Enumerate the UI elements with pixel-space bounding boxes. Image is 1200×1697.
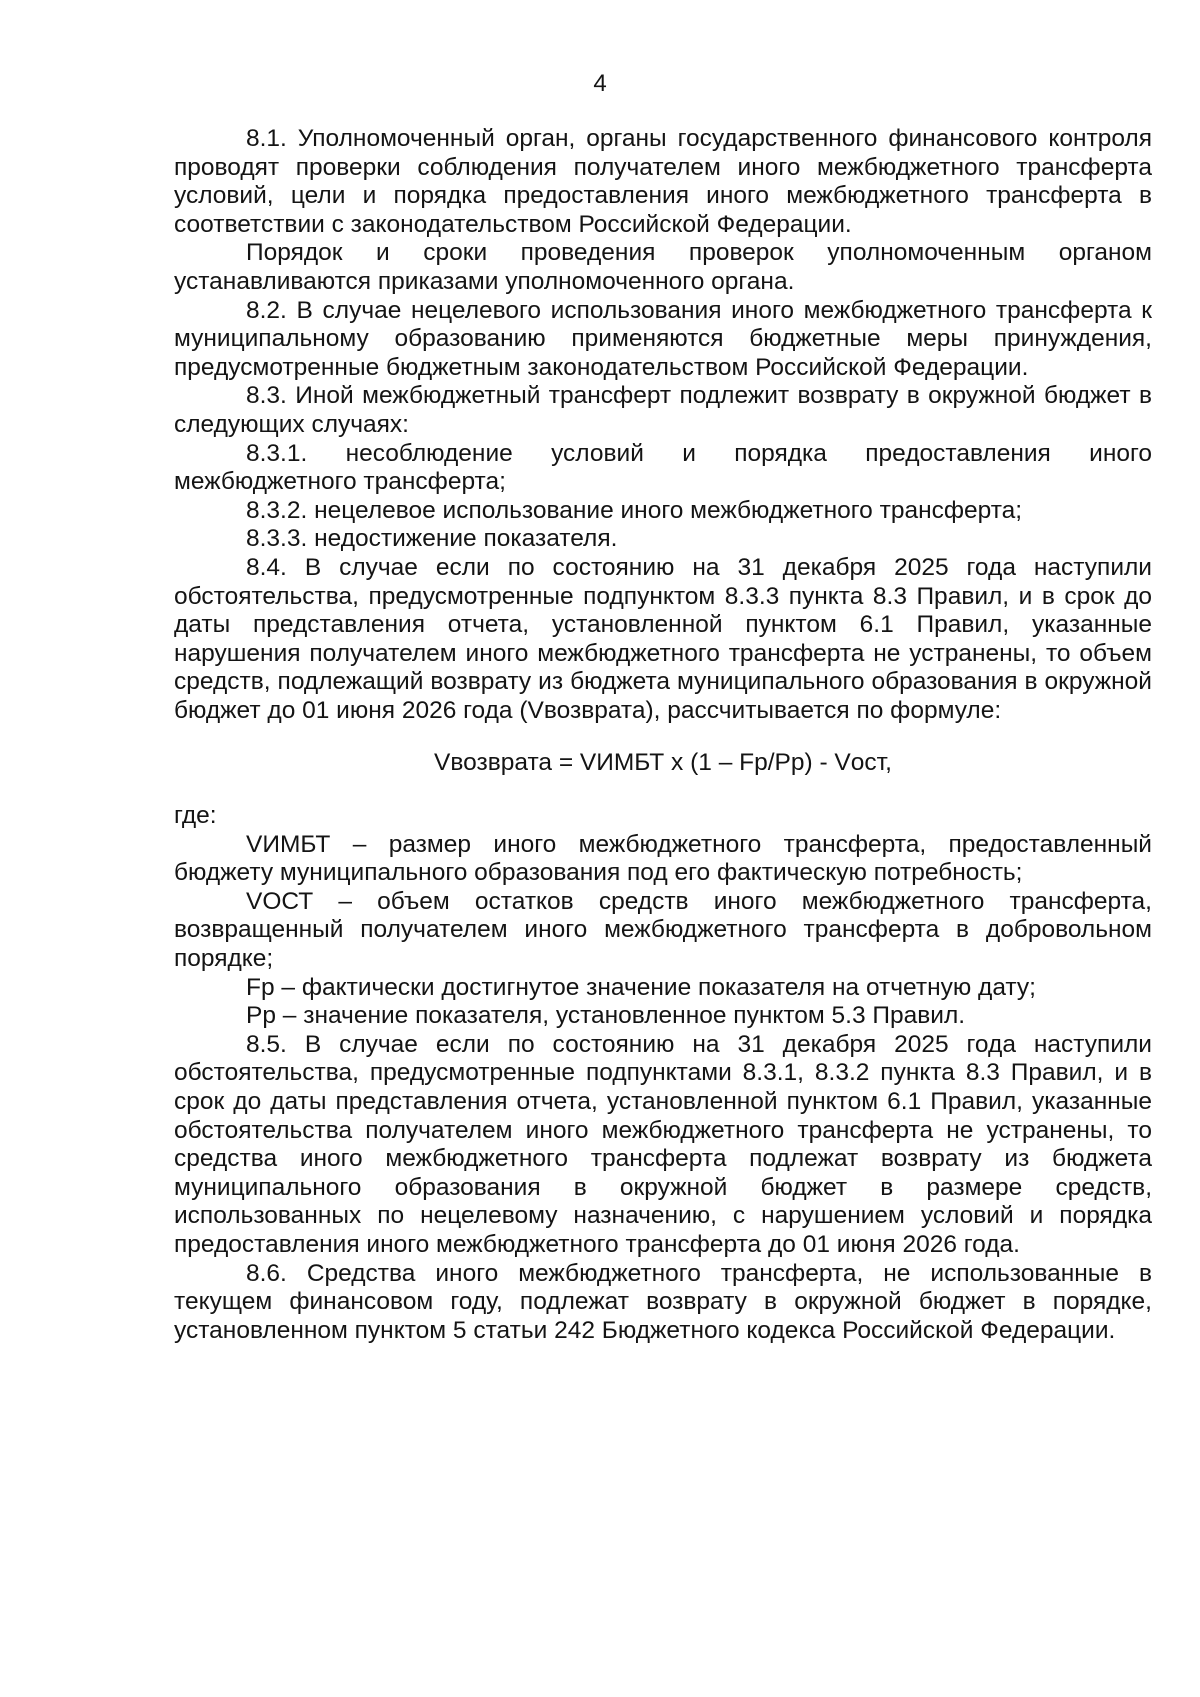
paragraph-8-3-2: 8.3.2. нецелевое использование иного межбюджетного трансферта; bbox=[246, 496, 1023, 524]
paragraph-8-3-1: 8.3.1. несоблюдение условий и порядка предоставления иного межбюджетного трансферта; bbox=[174, 439, 1152, 496]
paragraph-8-1: 8.1. Уполномоченный орган, органы государственного финансового контроля проводят проверки соблюдения получателем иного межбюджетного трансферта условий, цели и порядка предоставления иного межбюджетного трансферта в соответствии с законодательством Российской Федерации. bbox=[174, 125, 1152, 238]
definition-vimbt: VИМБТ – размер иного межбюджетного трансферта, предоставленный бюджету муниципального образования под его фактическую потребность; bbox=[174, 830, 1152, 887]
paragraph-8-2: 8.2. В случае нецелевого использования иного межбюджетного трансферта к муниципальному образованию применяются бюджетные меры принуждения, предусмотренные бюджетным законодательством Российской Федерации. bbox=[174, 296, 1152, 381]
definition-pr: Рр – значение показателя, установленное пунктом 5.3 Правил. bbox=[246, 1002, 966, 1030]
paragraph-8-4: 8.4. В случае если по состоянию на 31 декабря 2025 года наступили обстоятельства, предусмотренные подпунктом 8.3.3 пункта 8.3 Правил, и в срок до даты представления отчета, установленной пунктом 6.1 Правил, указанные нарушения получателем иного межбюджетного трансферта не устранены, то объем средств, подлежащий возврату из бюджета муниципального образования в окружной бюджет до 01 июня 2026 года (Vвозврата), рассчитывается по формуле: bbox=[174, 553, 1152, 724]
document-body bbox=[174, 125, 1152, 1345]
paragraph-8-6: 8.6. Средства иного межбюджетного трансферта, не использованные в текущем финансовом году, подлежат возврату в окружной бюджет в порядке, установленном пунктом 5 статьи 242 Бюджетного кодекса Российской Федерации. bbox=[174, 1259, 1152, 1344]
return-formula: Vвозврата = VИМБТ x (1 – Fр/Рр) - Vост, bbox=[434, 749, 892, 777]
definition-vost: VОСТ – объем остатков средств иного межбюджетного трансферта, возвращенный получателем иного межбюджетного трансферта в добровольном порядке; bbox=[174, 887, 1152, 973]
definition-fr: Fр – фактически достигнутое значение показателя на отчетную дату; bbox=[246, 973, 1036, 1001]
paragraph-8-5: 8.5. В случае если по состоянию на 31 декабря 2025 года наступили обстоятельства, предусмотренные подпунктами 8.3.1, 8.3.2 пункта 8.3 Правил, и в срок до даты представления отчета, установленной пунктом 6.1 Правил, указанные обстоятельства получателем иного межбюджетного трансферта не устранены, то средства иного межбюджетного трансферта подлежат возврату из бюджета муниципального образования в окружной бюджет в размере средств, использованных по нецелевому назначению, с нарушением условий и порядка предоставления иного межбюджетного трансферта до 01 июня 2026 года. bbox=[174, 1030, 1152, 1258]
paragraph-8-3: 8.3. Иной межбюджетный трансферт подлежит возврату в окружной бюджет в следующих случаях: bbox=[174, 382, 1152, 438]
paragraph-8-1-procedure: Порядок и сроки проведения проверок уполномоченным органом устанавливаются приказами уполномоченного органа. bbox=[174, 239, 1152, 295]
page-number: 4 bbox=[593, 70, 607, 97]
paragraph-8-3-3: 8.3.3. недостижение показателя. bbox=[246, 525, 618, 553]
formula-where-label: где: bbox=[174, 802, 217, 830]
